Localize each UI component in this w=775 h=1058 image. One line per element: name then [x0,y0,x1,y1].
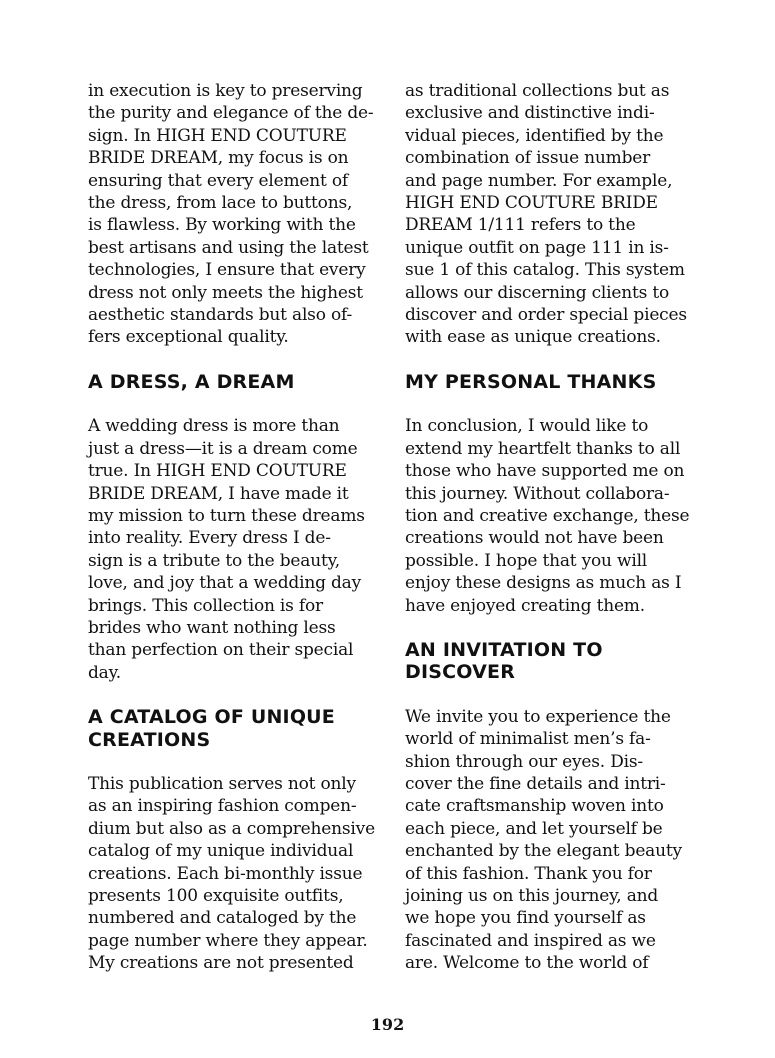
paragraph-invitation: We invite you to experience the world of minimalist men’s fa- shion through our eyes. Dis- cover the fine details and intri- cate craftsmanship woven into each piece, and let yourself be enchanted by the elegant beauty of this fashion. Thank you for joining us on this journey, and we hope you find yourself as fascinated and inspired as we are. Welcome to the world of [405,706,682,974]
page-number: 192 [370,1015,405,1034]
spacer [405,393,695,415]
heading-my-personal-thanks: MY PERSONAL THANKS [405,370,657,393]
paragraph-catalog-system: as traditional collections but as exclusive and distinctive indi- vidual pieces, identified by the combination of issue number and page number. For example, HIGH END COUTURE BRIDE DREAM 1/111 refers to the unique outfit on page 111 in is- sue 1 of this catalog. This system allows our discerning clients to discover and order special pieces with ease as unique creations. [405,81,687,348]
paragraph-wedding-dress: A wedding dress is more than just a dress—it is a dream come true. In HIGH END COUTURE BRIDE DREAM, I have made it my mission to turn these dreams into reality. Every dress I de- sign is a tribute to the beauty, love, and joy that a wedding day brings. This collection is for brides who want nothing less than perfection on their special day. [88,416,365,683]
spacer [88,349,378,371]
spacer [88,751,378,773]
heading-catalog-of-unique-creations: A CATALOG OF UNIQUE CREATIONS [88,706,335,751]
spacer [405,617,695,639]
left-column [88,80,378,975]
paragraph-thanks: In conclusion, I would like to extend my heartfelt thanks to all those who have supported me on this journey. Without collabora- tion and creative exchange, these creations would not have been possible. I hope that you will enjoy these designs as much as I have enjoyed creating them. [405,416,690,616]
spacer [88,684,378,706]
spacer [405,349,695,371]
right-column [405,80,695,975]
spacer [88,393,378,415]
heading-an-invitation-to-discover: AN INVITATION TO DISCOVER [405,638,603,684]
paragraph-publication: This publication serves not only as an inspiring fashion compen- dium but also as a comprehensive catalog of my unique individual creations. Each bi-monthly issue presents 100 exquisite outfits, numbered and cataloged by the page number where they appear. My creations are not presented [88,773,375,974]
heading-a-dress-a-dream: A DRESS, A DREAM [88,370,295,393]
spacer [405,684,695,706]
paragraph-craftsmanship: in execution is key to preserving the purity and elegance of the de- sign. In HIGH END COUTURE BRIDE DREAM, my focus is on ensuring that every element of the dress, from lace to buttons, is flawless. By working with the best artisans and using the latest technologies, I ensure that every dress not only meets the highest aesthetic standards but also of- fers exceptional quality. [88,81,374,348]
